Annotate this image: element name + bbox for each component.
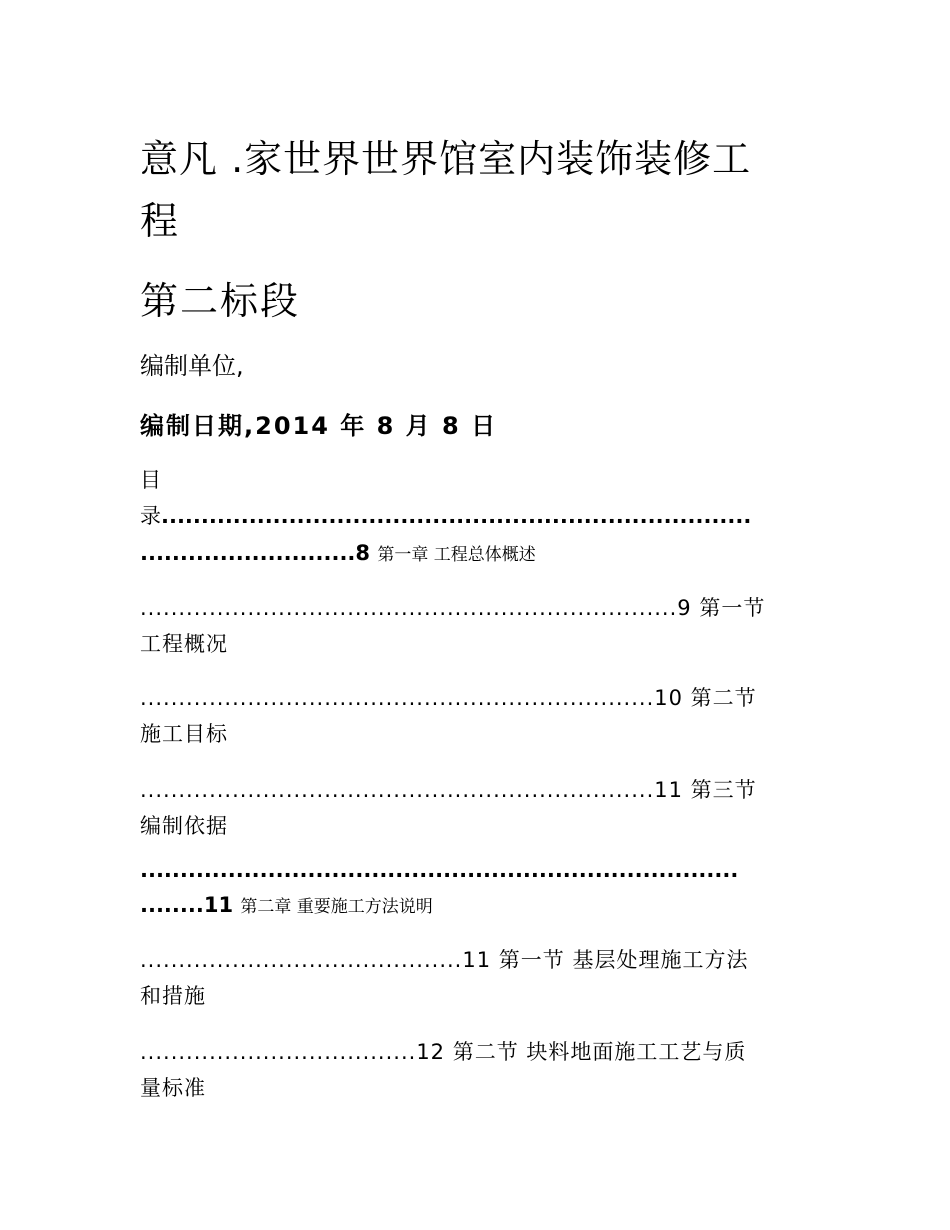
doc-subtitle: 第二标段 [140, 279, 301, 323]
toc-leader-dots: ...................................................................... [140, 596, 678, 620]
toc-entry-1-1-title: 工程概况 [140, 632, 228, 656]
toc-leader-dots: ................................................................... [140, 778, 655, 802]
toc-leader-dots: ................................................................... [140, 686, 655, 710]
toc-leader-dots: .................................... [140, 1040, 417, 1064]
toc-leader-dots: .......................................... [140, 948, 463, 972]
toc-page-number: 12 [416, 1040, 446, 1064]
toc-leader-dots: ........................................................................... [140, 858, 739, 882]
toc-entry-1-2[interactable] [140, 682, 757, 712]
toc-leader-dots: ........ [140, 893, 204, 917]
toc-entry-1-2-title: 施工目标 [140, 722, 228, 746]
toc-entry-title: 第二章 重要施工方法说明 [240, 897, 433, 917]
toc-entry-chapter-1[interactable] [140, 540, 536, 565]
toc-entry-1-3[interactable] [140, 774, 757, 804]
toc-page-number: 11 [203, 893, 234, 917]
toc-page-number: 11 [654, 778, 683, 802]
doc-title-line-1: 意凡 .家世界世界馆室内装饰装修工 [140, 137, 752, 181]
doc-title-line-2: 程 [140, 199, 180, 243]
toc-page-number: 9 [677, 596, 692, 620]
compiler-label: 编制单位, [140, 352, 244, 380]
toc-entry-title: 基层处理施工方法 [572, 948, 749, 972]
toc-page-number: 11 [462, 948, 492, 972]
toc-entry-title: 第一章 工程总体概述 [377, 545, 536, 565]
toc-entry-2-2-title-cont: 量标准 [140, 1076, 206, 1100]
toc-entry-1-3-title: 编制依据 [140, 814, 228, 838]
compile-date: 编制日期,2014 年 8 月 8 日 [140, 412, 498, 440]
toc-entry-2-1-title-cont: 和措施 [140, 984, 206, 1008]
toc-entry-2-2[interactable] [140, 1036, 746, 1066]
toc-page-number: 8 [355, 541, 371, 565]
toc-leader-dots: ........................... [140, 541, 356, 565]
toc-heading-char-1: 目 [140, 468, 161, 492]
toc-leader-dots: .......................................................................... [161, 504, 752, 528]
toc-section-label: 第三节 [690, 778, 757, 802]
toc-section-label: 第二节 [690, 686, 757, 710]
toc-entry-2-1[interactable] [140, 944, 748, 974]
toc-entry-title: 块料地面施工工艺与质 [526, 1040, 747, 1064]
toc-section-label: 第二节 [452, 1040, 519, 1064]
toc-section-label: 第一节 [699, 596, 766, 620]
toc-entry-chapter-2[interactable] [140, 892, 433, 917]
toc-heading-char-2: 录 [140, 504, 161, 528]
toc-section-label: 第一节 [498, 948, 565, 972]
toc-page-number: 10 [654, 686, 683, 710]
toc-heading-line [140, 500, 751, 530]
toc-entry-1-1[interactable] [140, 592, 765, 622]
